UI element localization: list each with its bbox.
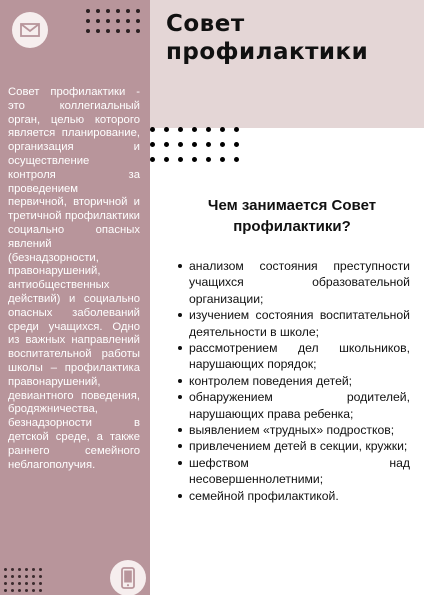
section-heading: Чем занимается Совет профилактики? [207,197,377,235]
phone-icon [110,560,146,595]
list-item: контролем поведения детей; [178,373,410,389]
decorative-dots-top [86,9,140,33]
list-item: рассмотрением дел школьников, нарушающих порядок; [178,340,410,373]
list-item: шефством над несовершеннолетними; [178,455,410,488]
list-item: выявлением «трудных» подростков; [178,422,410,438]
list-item: анализом состояния преступности учащихся образовательной организации; [178,258,410,307]
decorative-dots-middle [150,127,239,162]
page-title [166,10,416,66]
list-item: семейной профилактикой. [178,488,410,504]
sidebar-description: Совет профилактики - это коллегиальный орган, целью которого является планирование, организация и осуществление контроля за проведением первичной, вторичной и третичной профилактики социально опасных явлений (безнадзорности, правонарушений, антиобщественных действий) и социально опасных заболеваний среди учащихся. Одно из важных направлений воспитательной работы школы – профилактика правонарушений, девиантного поведения, бродяжничества, безнадзорности в детской среде, а также раннего семейного неблагополучия. [8,86,140,471]
title-line-2: профилактики [166,39,369,65]
decorative-dots-bottom [4,568,42,592]
list-item: изучением состояния воспитательной деятельности в школе; [178,307,410,340]
title-line-1: Совет [166,11,245,37]
activity-list [178,258,410,504]
list-item: привлечением детей в секции, кружки; [178,438,410,454]
mail-icon [12,12,48,48]
list-item: обнаружением родителей, нарушающих права ребенка; [178,389,410,422]
